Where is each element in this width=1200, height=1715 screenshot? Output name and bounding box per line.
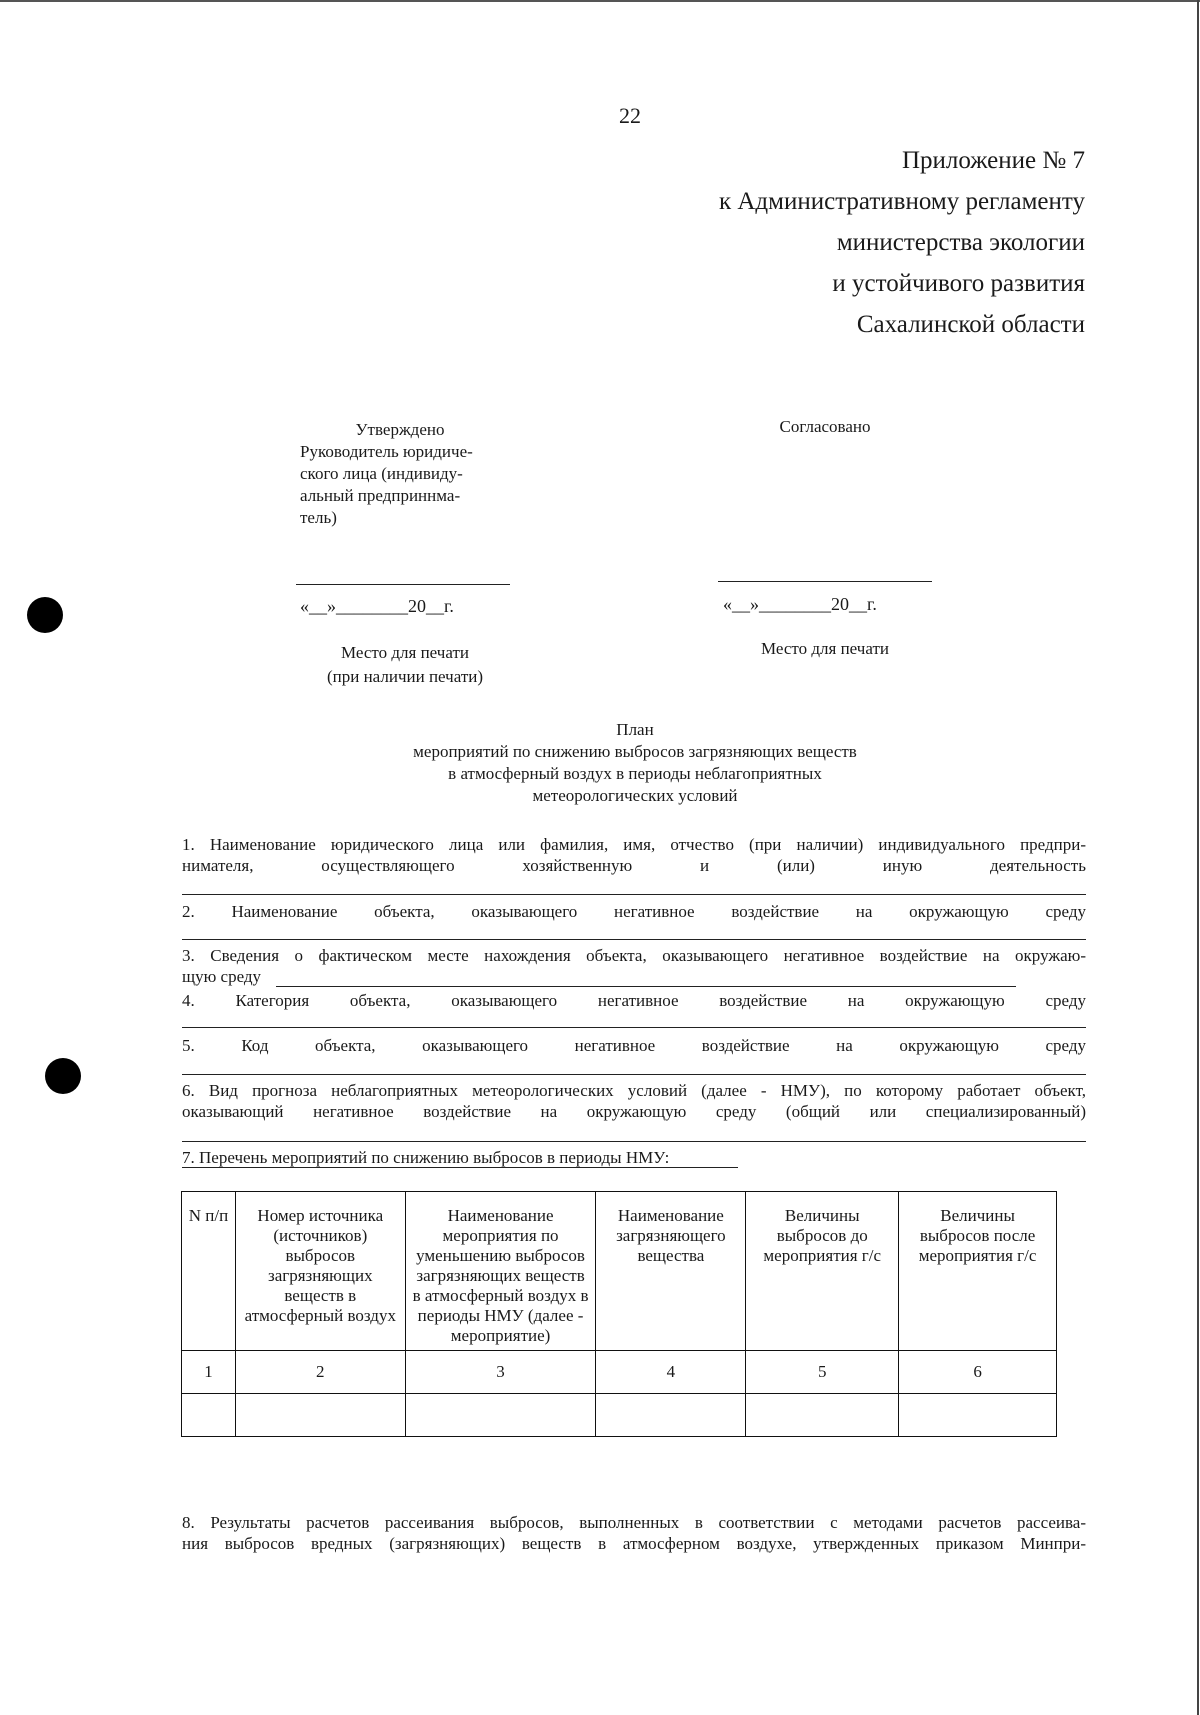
appendix-line-1: Приложение № 7	[901, 147, 1085, 174]
table-empty-row	[182, 1394, 1057, 1437]
table-header-row	[182, 1192, 1057, 1351]
table-number-cell: 3	[405, 1351, 596, 1394]
punch-hole	[27, 597, 63, 633]
title-line-4: метеорологических условий	[532, 786, 738, 805]
title-line-2: мероприятий по снижению выбросов загрязняющих веществ	[413, 742, 857, 761]
table-empty-cell	[182, 1394, 236, 1437]
appendix-line-5: Сахалинской области	[856, 311, 1085, 338]
table-number-cell: 1	[182, 1351, 236, 1394]
section-7: 7. Перечень мероприятий по снижению выбросов в периоды НМУ:	[182, 1148, 670, 1167]
fill-line	[182, 939, 1086, 940]
approved-stamp-line-2: (при наличии печати)	[326, 667, 484, 686]
approved-stamp	[290, 641, 520, 689]
measures-table	[181, 1191, 1057, 1437]
scan-edge-top	[0, 0, 1200, 2]
table-number-cell: 6	[899, 1351, 1057, 1394]
approved-heading: Утверждено	[355, 420, 445, 439]
section-3-line-2: щую среду	[182, 967, 262, 986]
agreed-signature-line	[718, 581, 932, 582]
section-4: 4. Категория объекта, оказывающего негативное воздействие на окружающую среду	[182, 991, 1086, 1010]
section-3-line-1: 3. Сведения о фактическом месте нахождения объекта, оказывающего негативное воздействие на окружаю-	[182, 946, 1086, 965]
title-line-3: в атмосферный воздух в периоды неблагоприятных	[448, 764, 822, 783]
approved-signature-line	[296, 584, 510, 585]
approved-line: Руководитель юридиче-	[300, 442, 473, 461]
section-2: 2. Наименование объекта, оказывающего негативное воздействие на окружающую среду	[182, 902, 1086, 921]
agreed-date: «__»________20__г.	[723, 594, 877, 614]
approved-date: «__»________20__г.	[300, 596, 454, 616]
appendix-line-2: к Административному регламенту	[718, 188, 1085, 215]
section-8	[182, 1512, 1086, 1554]
table-header-cell: N п/п	[182, 1192, 236, 1351]
agreed-stamp: Место для печати	[761, 639, 889, 658]
fill-line	[182, 1074, 1086, 1075]
table-empty-cell	[405, 1394, 596, 1437]
table-empty-cell	[235, 1394, 405, 1437]
title-line-1: План	[616, 720, 654, 739]
approved-line: альный предприннма-	[300, 486, 461, 505]
appendix-line-3: министерства экологии	[836, 229, 1085, 256]
document-title	[340, 719, 930, 807]
section-6	[182, 1080, 1086, 1122]
page-number: 22	[619, 103, 641, 128]
section-6-line-2: оказывающий негативное воздействие на окружающую среду (общий или специализированный)	[182, 1102, 1086, 1121]
table-number-cell: 2	[235, 1351, 405, 1394]
approved-line: ского лица (индивиду-	[300, 464, 463, 483]
section-8-line-1: 8. Результаты расчетов рассеивания выбросов, выполненных в соответствии с методами расчетов рассеива-	[182, 1513, 1086, 1532]
approved-line: тель)	[300, 508, 337, 527]
section-1-line-1: 1. Наименование юридического лица или фамилия, имя, отчество (при наличии) индивидуального предпри-	[182, 835, 1086, 854]
table-empty-cell	[899, 1394, 1057, 1437]
fill-line	[182, 1167, 738, 1168]
table-empty-cell	[596, 1394, 746, 1437]
fill-line	[276, 986, 1016, 987]
punch-hole	[45, 1058, 81, 1094]
section-3	[182, 945, 1086, 987]
table-header-cell: Наименование мероприятия по уменьшению выбросов загрязняющих веществ в атмосферный воздух в периоды НМУ (далее - мероприятие)	[405, 1192, 596, 1351]
section-6-line-1: 6. Вид прогноза неблагоприятных метеорологических условий (далее - НМУ), по которому работает объект,	[182, 1081, 1086, 1100]
appendix-block	[560, 140, 1085, 345]
table-empty-cell	[746, 1394, 899, 1437]
section-5: 5. Код объекта, оказывающего негативное воздействие на окружающую среду	[182, 1036, 1086, 1055]
table-number-row	[182, 1351, 1057, 1394]
table-header-cell: Номер источника (источников) выбросов загрязняющих веществ в атмосферный воздух	[235, 1192, 405, 1351]
section-8-line-2: ния выбросов вредных (загрязняющих) веществ в атмосферном воздухе, утвержденных приказом Минпри-	[182, 1534, 1086, 1553]
agreed-heading: Согласовано	[779, 417, 871, 436]
fill-line	[182, 1141, 1086, 1142]
section-1	[182, 834, 1086, 876]
section-1-line-2: нимателя, осуществляющего хозяйственную и (или) иную деятельность	[182, 856, 1086, 875]
fill-line	[182, 1027, 1086, 1028]
table-number-cell: 4	[596, 1351, 746, 1394]
approved-block	[300, 419, 520, 529]
table-header-cell: Величины выбросов до мероприятия г/с	[746, 1192, 899, 1351]
appendix-line-4: и устойчивого развития	[832, 270, 1085, 297]
fill-line	[182, 894, 1086, 895]
table-header-cell: Наименование загрязняющего вещества	[596, 1192, 746, 1351]
approved-stamp-line-1: Место для печати	[341, 643, 469, 662]
scan-edge-right	[1197, 0, 1199, 1715]
table-header-cell: Величины выбросов после мероприятия г/с	[899, 1192, 1057, 1351]
table-number-cell: 5	[746, 1351, 899, 1394]
